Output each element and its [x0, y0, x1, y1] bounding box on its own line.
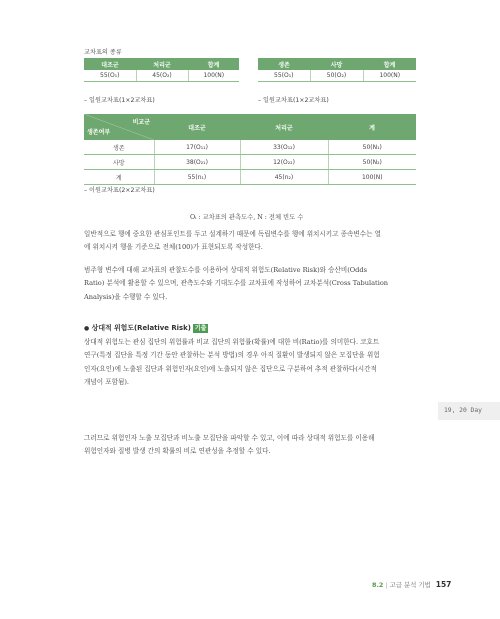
table-row — [258, 70, 416, 82]
text-line: 개념이 포함됨). — [84, 378, 129, 387]
table-header: 계 — [328, 114, 416, 140]
bullet-title-text: 상대적 위험도(Relative Risk) — [91, 324, 191, 332]
table-cell: 100(N) — [328, 170, 416, 185]
footer-section-title: 고급 분석 기법 — [389, 581, 431, 589]
text-line: 연구(특정 집단을 특정 기간 동안 관찰하는 분석 방법)의 경우 아직 질환이 발생되지 않은 모집단을 위험 — [84, 351, 380, 360]
table-header: 생존 — [258, 58, 310, 70]
table-cell: 100(N) — [188, 70, 239, 82]
text-line: 인자(요인)에 노출된 집단과 위험인자(요인)에 노출되지 않은 집단으로 구분하여 추적 관찰하다(시간적 — [84, 364, 377, 373]
text-line: Analysis)을 수행할 수 있다. — [84, 292, 168, 301]
footer-section-number: 8.2 — [372, 581, 384, 589]
table-header: 대조군 — [154, 114, 240, 140]
corner-bottom-label: 생존여부 — [87, 129, 111, 136]
table-row — [84, 140, 416, 155]
formula-note: Oᵢ : 교차표의 관측도수, N : 전체 빈도 수 — [190, 214, 304, 221]
page-footer — [372, 580, 451, 589]
table-header: 대조군 — [84, 58, 136, 70]
text-line: 그러므로 위험인자 노출 모집단과 비노출 모집단을 파악할 수 있고, 이에 따라 상대적 위험도를 이용해 — [84, 434, 375, 442]
table-cell: 38(O₂₁) — [154, 155, 240, 170]
table-row — [84, 170, 416, 185]
text-line: Ratio) 분석에 활용할 수 있으며, 관측도수와 기대도수를 교차표에 작성하여 교차분석(Cross Tabulation — [84, 279, 389, 288]
table-cell: 55(O₁) — [84, 70, 136, 82]
table-corner-header — [84, 114, 154, 140]
table-header: 처리군 — [240, 114, 328, 140]
table-header: 사망 — [310, 58, 363, 70]
table-header: 합계 — [363, 58, 416, 70]
corner-top-label: 비교군 — [132, 119, 150, 126]
paragraph-1 — [84, 228, 420, 255]
table-header: 처리군 — [136, 58, 188, 70]
table-cell: 100(N) — [363, 70, 416, 82]
paragraph-4 — [84, 432, 420, 459]
row-label: 생존 — [84, 140, 154, 155]
table-row — [84, 155, 416, 170]
table-two-way — [84, 114, 416, 185]
table-caption: – 일원교차표(1×2교차표) — [84, 97, 155, 104]
table-cell: 55(n₁) — [154, 170, 240, 185]
table-cell: 55(O₁) — [258, 70, 310, 82]
footer-separator: | — [385, 581, 388, 589]
table-cell: 45(O₂) — [136, 70, 188, 82]
table-cell: 50(O₂) — [310, 70, 363, 82]
text-line: 상대적 위험도는 관심 집단의 위험률과 비교 집단의 위험률(확률)에 대한 비(Ratio)를 의미한다. 코호트 — [84, 338, 380, 346]
paragraph-3 — [84, 336, 420, 390]
table-cell: 33(O₁₂) — [240, 140, 328, 155]
row-label: 사망 — [84, 155, 154, 170]
text-line: 일반적으로 행에 중요한 관심포인트를 두고 설계하기 때문에 독립변수를 행에 위치시키고 종속변수는 열 — [84, 230, 381, 238]
text-line: 위험인자와 질병 발생 간의 확률의 비로 연관성을 추정할 수 있다. — [84, 447, 271, 456]
section-title: 교차표의 종류 — [84, 49, 122, 56]
paragraph-2 — [84, 264, 420, 304]
table-cell: 50(N₁) — [328, 140, 416, 155]
table-cell: 50(N₂) — [328, 155, 416, 170]
page-number: 157 — [435, 580, 452, 589]
text-line: 에 위치시켜 행을 기준으로 전체(100)가 표현되도록 작성한다. — [84, 243, 263, 252]
table-cell: 45(n₂) — [240, 170, 328, 185]
table-caption: – 이원교차표(2×2교차표) — [84, 187, 155, 194]
day-tag: 19, 20 Day — [438, 402, 500, 420]
table-row — [84, 70, 239, 82]
table-caption: – 일원교차표(1×2교차표) — [258, 97, 329, 104]
table-cell: 17(O₁₁) — [154, 140, 240, 155]
table-cell: 12(O₂₂) — [240, 155, 328, 170]
table-one-way-group — [84, 58, 239, 82]
text-line: 범주형 변수에 대해 교차표의 관찰도수를 이용하여 상대적 위험도(Relative Risk)와 승산비(Odds — [84, 266, 368, 274]
bullet-heading — [84, 322, 208, 333]
bullet-dot-icon: ● — [84, 325, 90, 332]
table-header: 합계 — [188, 58, 239, 70]
row-label: 계 — [84, 170, 154, 185]
table-one-way-survival — [258, 58, 416, 82]
exam-badge: 기출 — [194, 325, 207, 332]
